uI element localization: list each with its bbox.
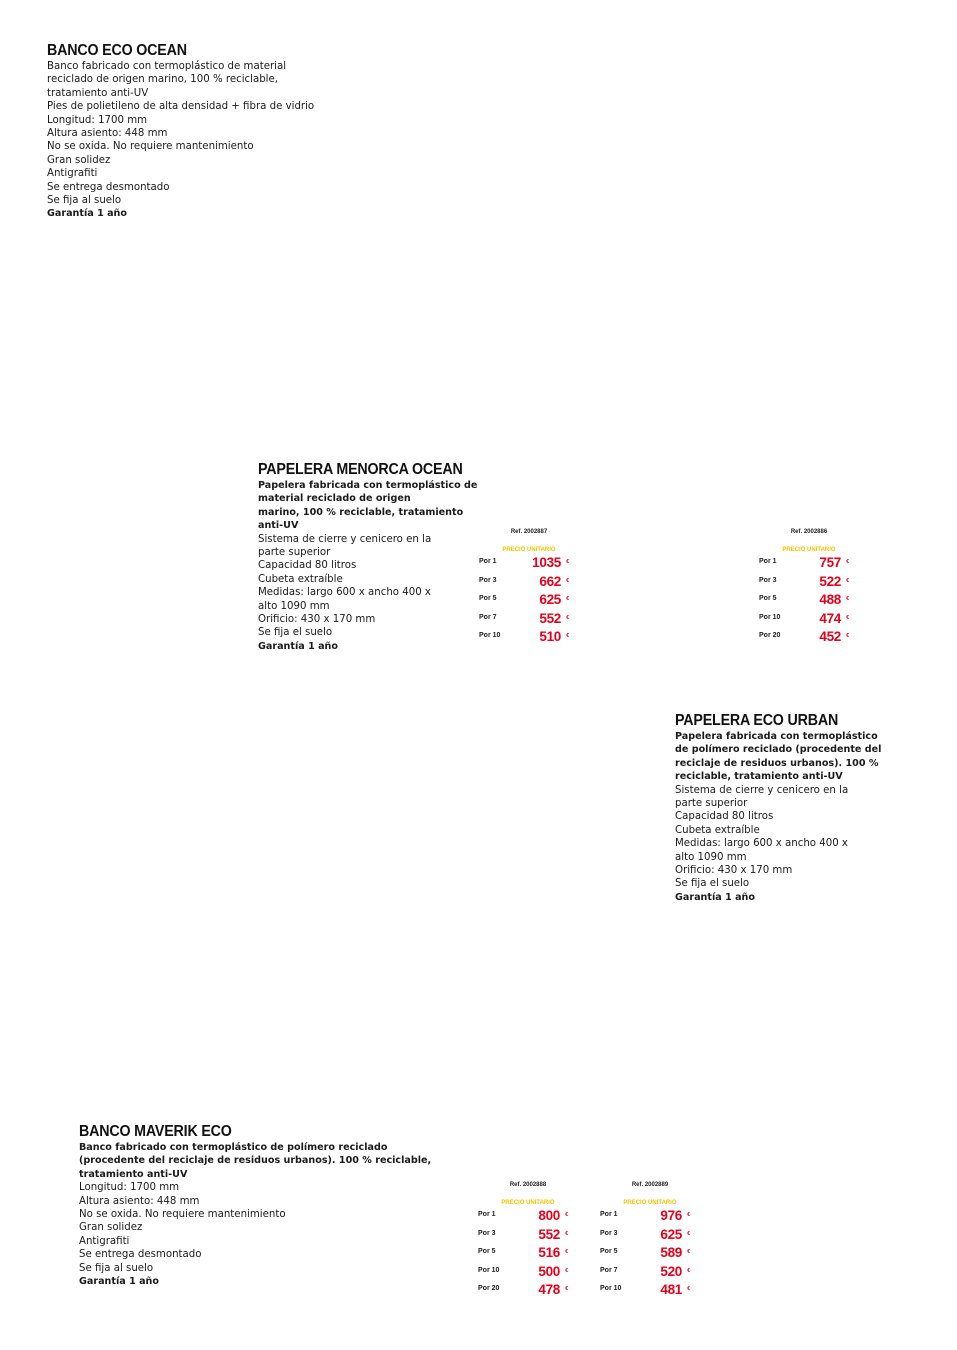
- price-value: 516: [538, 1245, 560, 1260]
- reference-number: Ref. 2002889: [631, 1182, 669, 1188]
- description-line: Sistema de cierre y cenicero en la: [258, 533, 432, 545]
- description-line-bold: de polímero reciclado (procedente del: [675, 744, 882, 756]
- product-banco-eco-ocean: [47, 42, 314, 221]
- price-rows: [479, 555, 579, 648]
- price-table-2002889: [600, 1181, 700, 1301]
- description-line: Se entrega desmontado: [79, 1249, 202, 1261]
- price-value: 625: [660, 1226, 682, 1242]
- unit-price-label: PRECIO UNITARIO: [782, 547, 836, 553]
- product-title: PAPELERA ECO URBAN: [675, 712, 839, 729]
- product-description: [258, 479, 480, 653]
- product-title: PAPELERA MENORCA OCEAN: [258, 461, 463, 478]
- quantity-label: Por 3: [600, 1229, 618, 1237]
- price-row: [759, 555, 859, 574]
- price-row: [478, 1264, 578, 1283]
- description-line: alto 1090 mm: [675, 851, 747, 863]
- quantity-label: Por 7: [600, 1266, 618, 1274]
- description-line: Antigrafiti: [47, 168, 98, 180]
- price-table-2002888: [478, 1181, 578, 1301]
- description-line: Altura asiento: 448 mm: [79, 1195, 200, 1207]
- currency-symbol: €: [687, 1267, 690, 1274]
- description-line-bold: Garantía 1 año: [675, 891, 755, 903]
- description-line-bold: Papelera fabricada con termoplástico: [675, 731, 878, 742]
- reference-number: Ref. 2002886: [790, 529, 828, 535]
- description-line: Sistema de cierre y cenicero en la: [675, 784, 849, 796]
- price-value: 474: [819, 610, 841, 626]
- product-description: [675, 730, 881, 904]
- product-papelera-menorca-ocean: [258, 461, 480, 653]
- price-row: [478, 1208, 578, 1227]
- description-line: Medidas: largo 600 x ancho 400 x: [675, 838, 848, 850]
- description-line-bold: Garantía 1 año: [47, 208, 127, 220]
- description-line: Se fija al suelo: [79, 1262, 154, 1274]
- quantity-label: Por 10: [478, 1266, 500, 1274]
- product-description: [47, 60, 314, 221]
- price-row: [600, 1264, 700, 1283]
- description-line: Se fija el suelo: [258, 627, 333, 639]
- currency-symbol: €: [846, 596, 849, 602]
- price-value: 552: [538, 1226, 560, 1242]
- product-title: BANCO MAVERIK ECO: [79, 1123, 232, 1140]
- currency-symbol: €: [566, 633, 569, 639]
- currency-symbol: €: [687, 1249, 690, 1255]
- unit-price-label: PRECIO UNITARIO: [623, 1200, 677, 1206]
- price-value: 452: [819, 629, 841, 644]
- product-description: [79, 1141, 431, 1288]
- quantity-label: Por 10: [600, 1285, 622, 1292]
- description-line-bold: marino, 100 % reciclable, tratamiento: [258, 506, 464, 518]
- quantity-label: Por 1: [479, 558, 497, 565]
- description-line: No se oxida. No requiere mantenimiento: [79, 1209, 286, 1221]
- description-line: Longitud: 1700 mm: [79, 1182, 180, 1194]
- price-value: 1035: [532, 555, 561, 570]
- price-rows: [759, 555, 859, 648]
- price-value: 488: [819, 592, 841, 607]
- description-line: reciclado de origen marino, 100 % reciclable,: [47, 74, 279, 86]
- description-line-bold: Garantía 1 año: [258, 640, 338, 652]
- quantity-label: Por 20: [759, 632, 781, 639]
- currency-symbol: €: [565, 1267, 568, 1274]
- description-line-bold: (procedente del reciclaje de residuos urbanos). 100 % reciclable,: [79, 1155, 432, 1167]
- unit-price-label: PRECIO UNITARIO: [502, 547, 556, 553]
- price-row: [478, 1245, 578, 1264]
- price-row: [479, 611, 579, 630]
- price-row: [759, 611, 859, 630]
- quantity-label: Por 5: [759, 595, 777, 602]
- quantity-label: Por 5: [478, 1248, 496, 1255]
- currency-symbol: €: [565, 1286, 568, 1292]
- currency-symbol: €: [687, 1212, 690, 1218]
- price-value: 800: [538, 1208, 560, 1223]
- reference-number: Ref. 2002887: [510, 529, 548, 535]
- description-line: Capacidad 80 litros: [258, 560, 357, 572]
- description-line: No se oxida. No requiere mantenimiento: [47, 141, 254, 153]
- currency-symbol: €: [846, 633, 849, 639]
- description-line: alto 1090 mm: [258, 600, 330, 612]
- description-line: Orificio: 430 x 170 mm: [675, 865, 793, 877]
- description-line: Se fija el suelo: [675, 878, 750, 890]
- price-value: 976: [660, 1208, 682, 1223]
- quantity-label: Por 10: [759, 613, 781, 621]
- description-line: tratamiento anti-UV: [47, 87, 149, 99]
- product-banco-maverik-eco: [79, 1123, 431, 1288]
- quantity-label: Por 1: [600, 1211, 618, 1218]
- price-row: [600, 1282, 700, 1301]
- description-line: Banco fabricado con termoplástico de material: [47, 61, 287, 72]
- currency-symbol: €: [566, 596, 569, 602]
- quantity-label: Por 1: [478, 1211, 496, 1218]
- price-value: 520: [660, 1263, 682, 1279]
- price-row: [600, 1227, 700, 1246]
- quantity-label: Por 3: [759, 576, 777, 584]
- currency-symbol: €: [566, 577, 569, 584]
- description-line: Gran solidez: [79, 1222, 143, 1234]
- price-value: 757: [819, 555, 841, 570]
- price-row: [759, 574, 859, 593]
- description-line-bold: Banco fabricado con termoplástico de polímero reciclado: [79, 1142, 388, 1153]
- price-value: 481: [660, 1282, 682, 1297]
- description-line-bold: reciclaje de residuos urbanos). 100 %: [675, 757, 879, 769]
- product-papelera-eco-urban: [675, 712, 881, 904]
- quantity-label: Por 20: [478, 1285, 500, 1292]
- price-value: 522: [819, 573, 841, 589]
- price-row: [478, 1282, 578, 1301]
- description-line: parte superior: [675, 798, 748, 810]
- description-line: Se fija al suelo: [47, 195, 122, 207]
- price-row: [759, 629, 859, 648]
- description-line: Antigrafiti: [79, 1235, 130, 1247]
- price-rows: [600, 1208, 700, 1301]
- price-row: [759, 592, 859, 611]
- currency-symbol: €: [565, 1249, 568, 1255]
- description-line: Cubeta extraíble: [258, 573, 343, 585]
- currency-symbol: €: [846, 614, 849, 621]
- price-table-2002887: [479, 528, 579, 648]
- quantity-label: Por 3: [479, 576, 497, 584]
- description-line: Capacidad 80 litros: [675, 811, 774, 823]
- price-value: 589: [660, 1245, 682, 1260]
- description-line: Gran solidez: [47, 154, 111, 166]
- quantity-label: Por 3: [478, 1229, 496, 1237]
- description-line-bold: tratamiento anti-UV: [79, 1168, 188, 1180]
- price-value: 510: [539, 629, 561, 644]
- price-value: 478: [538, 1282, 560, 1297]
- description-line: Altura asiento: 448 mm: [47, 128, 168, 140]
- currency-symbol: €: [565, 1212, 568, 1218]
- currency-symbol: €: [566, 559, 569, 565]
- quantity-label: Por 5: [600, 1248, 618, 1255]
- quantity-label: Por 5: [479, 595, 497, 602]
- description-line: Se entrega desmontado: [47, 181, 170, 193]
- price-value: 500: [538, 1263, 560, 1279]
- price-row: [479, 629, 579, 648]
- price-rows: [478, 1208, 578, 1301]
- description-line: Pies de polietileno de alta densidad + fibra de vidrio: [47, 101, 315, 113]
- quantity-label: Por 7: [479, 613, 497, 621]
- currency-symbol: €: [846, 559, 849, 565]
- description-line: Cubeta extraíble: [675, 824, 760, 836]
- quantity-label: Por 1: [759, 558, 777, 565]
- currency-symbol: €: [846, 577, 849, 584]
- currency-symbol: €: [687, 1286, 690, 1292]
- description-line: parte superior: [258, 547, 331, 559]
- description-line-bold: Garantía 1 año: [79, 1276, 159, 1288]
- price-row: [600, 1208, 700, 1227]
- product-title: BANCO ECO OCEAN: [47, 42, 187, 59]
- description-line: Orificio: 430 x 170 mm: [258, 614, 376, 626]
- quantity-label: Por 10: [479, 632, 501, 639]
- description-line-bold: reciclable, tratamiento anti-UV: [675, 771, 843, 783]
- currency-symbol: €: [565, 1230, 568, 1237]
- description-line: Medidas: largo 600 x ancho 400 x: [258, 587, 431, 599]
- description-line-bold: material reciclado de origen: [258, 493, 411, 505]
- description-line: Longitud: 1700 mm: [47, 114, 148, 126]
- price-row: [479, 592, 579, 611]
- description-line-bold: anti-UV: [258, 520, 299, 532]
- currency-symbol: €: [566, 614, 569, 621]
- price-value: 662: [539, 573, 561, 589]
- price-row: [600, 1245, 700, 1264]
- description-line-bold: Papelera fabricada con termoplástico de: [258, 480, 478, 491]
- price-value: 552: [539, 610, 561, 626]
- currency-symbol: €: [687, 1230, 690, 1237]
- reference-number: Ref. 2002888: [509, 1182, 547, 1188]
- unit-price-label: PRECIO UNITARIO: [501, 1200, 555, 1206]
- price-value: 625: [539, 592, 561, 607]
- price-row: [479, 555, 579, 574]
- price-table-2002886: [759, 528, 859, 648]
- price-row: [479, 574, 579, 593]
- price-row: [478, 1227, 578, 1246]
